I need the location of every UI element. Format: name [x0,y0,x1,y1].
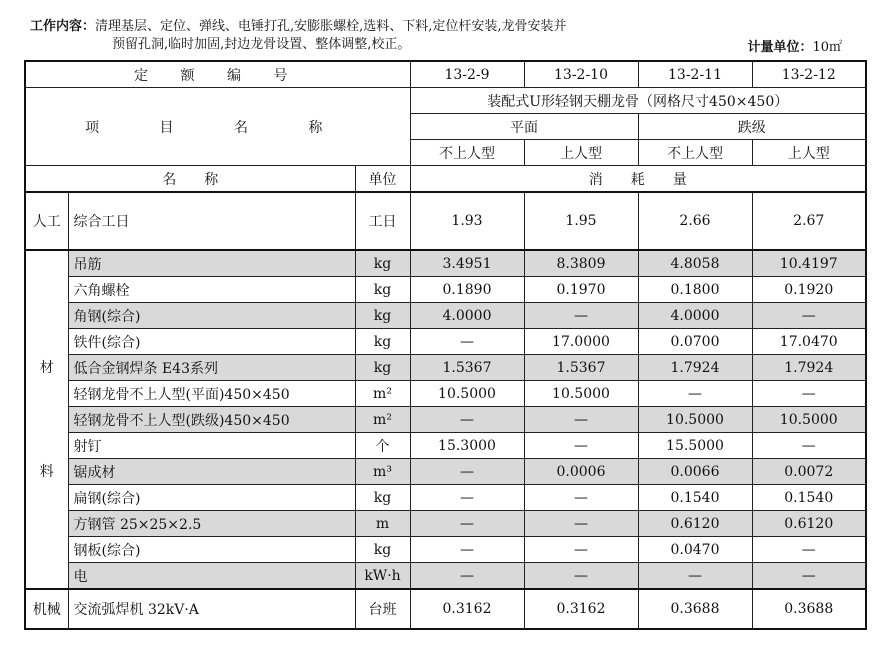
material-row [25,563,866,590]
material-name: 吊筋 [68,250,355,277]
material-unit: kg [355,485,410,511]
material-value: — [410,459,524,485]
material-value: — [524,563,638,590]
material-value: 0.6120 [638,511,752,537]
quota-no-2: 13-2-10 [524,61,638,88]
material-row [25,250,866,277]
machine-category: 机械 [25,589,68,629]
material-row [25,433,866,459]
material-row [25,355,866,381]
material-value: 0.1540 [752,485,866,511]
machine-name: 交流弧焊机 32kV·A [68,589,355,629]
material-row [25,277,866,303]
quota-table [24,60,867,630]
material-name: 钢板(综合) [68,537,355,563]
material-value: 4.0000 [410,303,524,329]
material-row [25,485,866,511]
col-name-header: 名 称 [25,166,355,193]
material-value: 10.5000 [410,381,524,407]
material-name: 锯成材 [68,459,355,485]
type-2: 上人型 [524,140,638,166]
material-unit: m³ [355,459,410,485]
labor-row [25,192,866,250]
material-row [25,511,866,537]
material-name: 电 [68,563,355,590]
material-value: 0.0072 [752,459,866,485]
material-value: 10.4197 [752,250,866,277]
machine-value-3: 0.3688 [638,589,752,629]
item-title-row [25,88,866,114]
type-3: 不上人型 [638,140,752,166]
material-name: 低合金钢焊条 E43系列 [68,355,355,381]
material-value: — [524,303,638,329]
material-unit: 个 [355,433,410,459]
material-value: 1.7924 [638,355,752,381]
quota-no-label: 定 额 编 号 [25,61,410,88]
material-value: 10.5000 [638,407,752,433]
material-value: — [410,537,524,563]
col-consume-header: 消 耗 量 [410,166,866,193]
material-value: — [410,511,524,537]
labor-category: 人工 [25,192,68,250]
work-content-text-1: 清理基层、定位、弹线、电锤打孔,安膨胀螺栓,选料、下料,定位杆安装,龙骨安装并 [95,19,567,34]
labor-value-4: 2.67 [752,192,866,250]
material-row [25,459,866,485]
labor-value-1: 1.93 [410,192,524,250]
material-row [25,303,866,329]
material-name: 扁钢(综合) [68,485,355,511]
material-unit: kg [355,303,410,329]
item-name-label: 项 目 名 称 [25,88,410,166]
machine-unit: 台班 [355,589,410,629]
material-unit: kg [355,329,410,355]
item-title: 装配式U形轻钢天棚龙骨（网格尺寸450×450） [410,88,866,114]
material-value: 10.5000 [524,381,638,407]
material-value: 8.3809 [524,250,638,277]
material-value: 0.1920 [752,277,866,303]
material-value: 0.1540 [638,485,752,511]
material-value: — [638,563,752,590]
work-content-line2: 预留孔洞,临时加固,封边龙骨设置、整体调整,校正。 [112,37,411,52]
machine-value-4: 0.3688 [752,589,866,629]
material-row [25,329,866,355]
material-value: — [752,381,866,407]
column-header-row [25,166,866,193]
material-value: 1.5367 [410,355,524,381]
measure-unit-label: 计量单位： [747,40,813,55]
material-value: 15.3000 [410,433,524,459]
material-value: 17.0000 [524,329,638,355]
quota-no-4: 13-2-12 [752,61,866,88]
material-name: 铁件(综合) [68,329,355,355]
material-value: — [410,329,524,355]
quota-no-1: 13-2-9 [410,61,524,88]
material-value: — [524,537,638,563]
labor-name: 综合工日 [68,192,355,250]
material-name: 轻钢龙骨不上人型(平面)450×450 [68,381,355,407]
material-value: — [410,407,524,433]
material-value: 0.1890 [410,277,524,303]
group-tier: 跌级 [638,114,866,140]
material-value: 0.0066 [638,459,752,485]
material-name: 六角螺栓 [68,277,355,303]
material-value: 0.6120 [752,511,866,537]
quota-no-3: 13-2-11 [638,61,752,88]
col-unit-header: 单位 [355,166,410,193]
material-row [25,407,866,433]
material-name: 射钉 [68,433,355,459]
material-name: 角钢(综合) [68,303,355,329]
material-name: 方钢管 25×25×2.5 [68,511,355,537]
material-value: — [524,485,638,511]
measure-unit [747,36,842,55]
measure-unit-value: 10㎡ [812,40,842,55]
material-value: — [524,511,638,537]
material-row [25,537,866,563]
work-content-label: 工作内容： [30,19,96,34]
labor-value-2: 1.95 [524,192,638,250]
material-value: — [410,485,524,511]
machine-value-2: 0.3162 [524,589,638,629]
material-value: — [752,433,866,459]
materials-category-top: 材 [39,359,54,376]
material-value: — [524,407,638,433]
material-value: 4.8058 [638,250,752,277]
type-4: 上人型 [752,140,866,166]
material-unit: kg [355,355,410,381]
material-value: 10.5000 [752,407,866,433]
material-unit: kg [355,537,410,563]
material-value: — [638,381,752,407]
work-content [30,18,860,54]
material-value: 0.1970 [524,277,638,303]
materials-category [25,250,68,589]
material-unit: kg [355,250,410,277]
material-name: 轻钢龙骨不上人型(跌级)450×450 [68,407,355,433]
material-unit: kg [355,277,410,303]
material-value: 0.0470 [638,537,752,563]
material-value: 15.5000 [638,433,752,459]
material-value: — [752,303,866,329]
materials-category-bottom: 料 [39,463,54,480]
quota-no-row [25,61,866,88]
material-value: — [752,563,866,590]
material-value: 1.5367 [524,355,638,381]
material-value: 4.0000 [638,303,752,329]
material-unit: m² [355,381,410,407]
material-value: 17.0470 [752,329,866,355]
material-value: — [524,433,638,459]
machine-row [25,589,866,629]
material-value: 0.1800 [638,277,752,303]
material-value: 3.4951 [410,250,524,277]
material-value: — [752,537,866,563]
machine-value-1: 0.3162 [410,589,524,629]
material-value: 0.0006 [524,459,638,485]
work-content-line1 [30,18,860,36]
material-value: — [410,563,524,590]
material-unit: m [355,511,410,537]
material-unit: kW·h [355,563,410,590]
labor-unit: 工日 [355,192,410,250]
material-row [25,381,866,407]
type-1: 不上人型 [410,140,524,166]
labor-value-3: 2.66 [638,192,752,250]
group-flat: 平面 [410,114,638,140]
material-value: 0.0700 [638,329,752,355]
material-unit: m² [355,407,410,433]
material-value: 1.7924 [752,355,866,381]
materials-section [25,250,866,589]
